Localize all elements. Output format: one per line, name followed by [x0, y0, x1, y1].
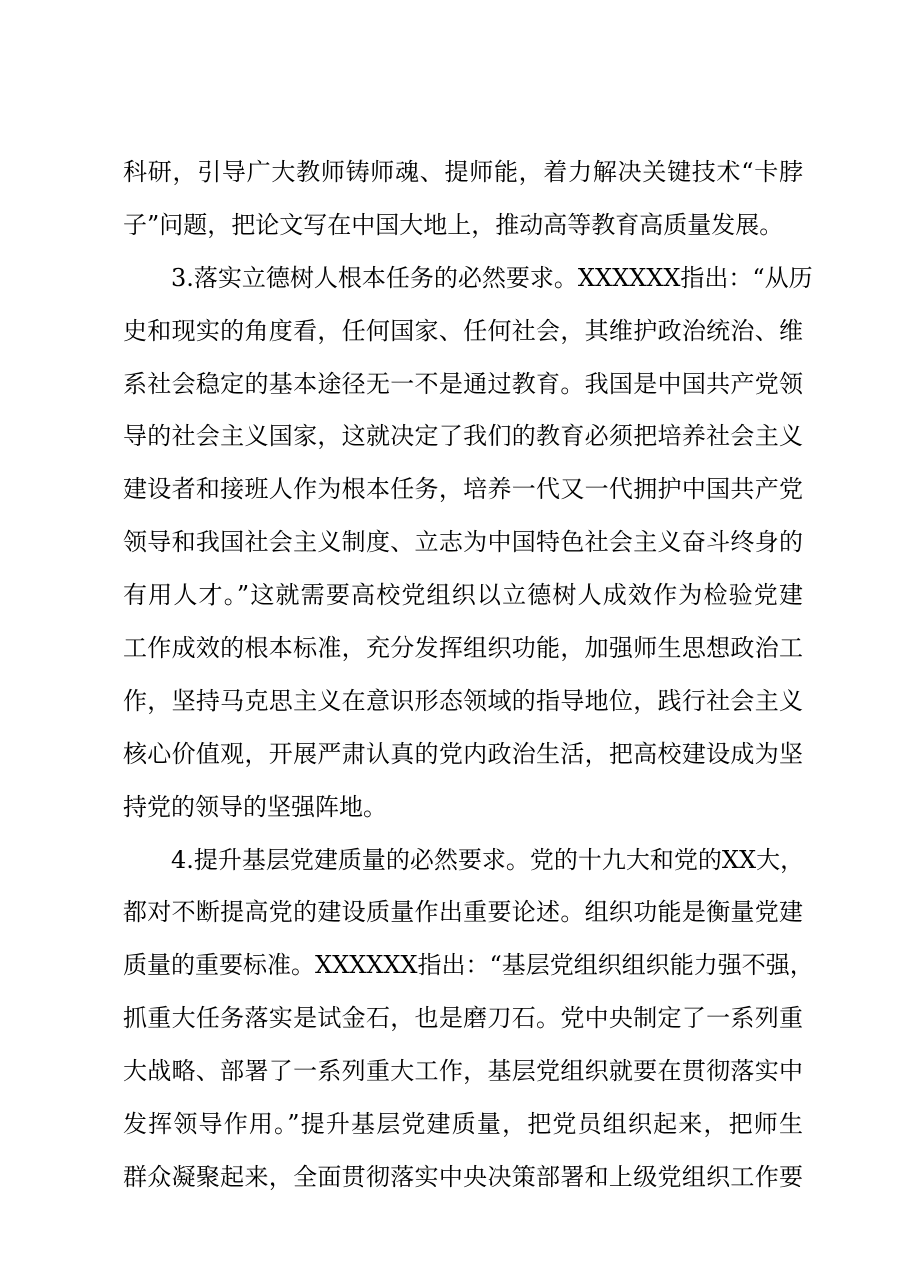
- text-line: 群众凝聚起来，全面贯彻落实中央决策部署和上级党组织工作要: [123, 1162, 803, 1191]
- text-line: 3.落实立德树人根本任务的必然要求。XXXXXX指出：“从历: [171, 263, 813, 292]
- text-line: 大战略、部署了一系列重大工作，基层党组织就要在贯彻落实中: [123, 1057, 803, 1086]
- text-line: 史和现实的角度看，任何国家、任何社会，其维护政治统治、维: [123, 316, 803, 345]
- text-line: 4.提升基层党建质量的必然要求。党的十九大和党的XX大，: [171, 845, 805, 874]
- body-text: [123, 146, 814, 1204]
- text-line: 抓重大任务落实是试金石，也是磨刀石。党中央制定了一系列重: [123, 1004, 803, 1033]
- text-line: 系社会稳定的基本途径无一不是通过教育。我国是中国共产党领: [123, 369, 803, 398]
- text-line: 工作成效的根本标准，充分发挥组织功能，加强师生思想政治工: [123, 634, 803, 663]
- text-line: 领导和我国社会主义制度、立志为中国特色社会主义奋斗终身的: [123, 528, 803, 557]
- text-line: 子”问题，把论文写在中国大地上，推动高等教育高质量发展。: [123, 210, 784, 239]
- text-line: 质量的重要标准。XXXXXX指出：“基层党组织组织能力强不强，: [123, 951, 814, 980]
- text-line: 核心价值观，开展严肃认真的党内政治生活，把高校建设成为坚: [123, 739, 803, 768]
- text-line: 都对不断提高党的建设质量作出重要论述。组织功能是衡量党建: [123, 898, 803, 927]
- text-line: 有用人才。”这就需要高校党组织以立德树人成效作为检验党建: [123, 581, 803, 610]
- text-line: 作，坚持马克思主义在意识形态领域的指导地位，践行社会主义: [123, 686, 803, 715]
- text-line: 持党的领导的坚强阵地。: [123, 792, 387, 821]
- text-line: 建设者和接班人作为根本任务，培养一代又一代拥护中国共产党: [123, 475, 803, 504]
- text-line: 发挥领导作用。”提升基层党建质量，把党员组织起来，把师生: [123, 1110, 803, 1139]
- text-line: 科研，引导广大教师铸师魂、提师能，着力解决关键技术“卡脖: [123, 158, 803, 186]
- text-line: 导的社会主义国家，这就决定了我们的教育必须把培养社会主义: [123, 422, 803, 451]
